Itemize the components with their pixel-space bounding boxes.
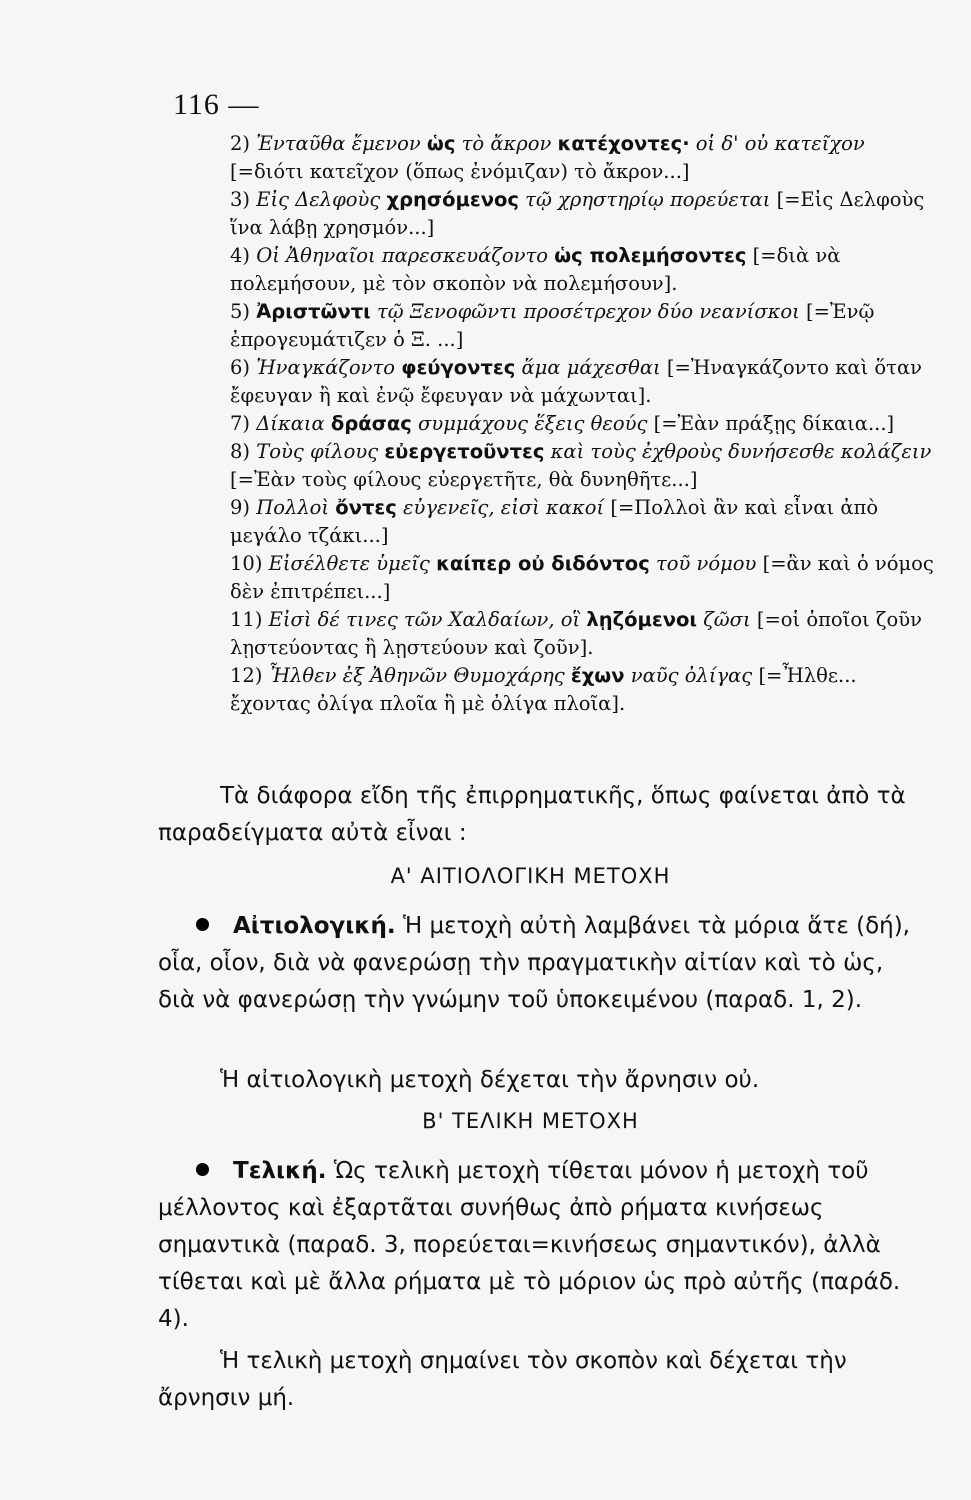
causal-term: Αἰτιολογική. bbox=[233, 913, 396, 939]
greek-sentence: Ἠναγκάζοντο bbox=[256, 356, 402, 379]
examples-list bbox=[230, 130, 940, 718]
example-item bbox=[230, 242, 940, 298]
example-number: 6) bbox=[230, 356, 257, 379]
example-item bbox=[230, 410, 940, 438]
participle: ὄντες bbox=[335, 496, 397, 519]
translation: [=οἱ ὁποῖοι ζοῦν λῃστεύοντας ἢ λῃστεύουν καὶ ζοῦν]. bbox=[230, 608, 922, 659]
causal-note: Ἡ αἰτιολογικὴ μετοχὴ δέχεται τὴν ἄρνησιν οὐ. bbox=[220, 1067, 760, 1093]
greek-sentence: καὶ τοὺς ἐχθροὺς δυνήσεσθε κολάζειν bbox=[544, 440, 932, 463]
section-heading-causal: Α' ΑΙΤΙΟΛΟΓΙΚΗ ΜΕΤΟΧΗ bbox=[390, 864, 671, 888]
participle: ὡς bbox=[426, 132, 456, 155]
greek-sentence: Τοὺς φίλους bbox=[256, 440, 385, 463]
translation: [=ἂν καὶ ὁ νόμος δὲν ἐπιτρέπει...] bbox=[230, 552, 934, 603]
example-number: 4) bbox=[230, 244, 257, 267]
example-number: 3) bbox=[230, 188, 257, 211]
causal-body: Ἡ μετοχὴ αὐτὴ λαμβάνει τὰ μόρια ἅτε (δή), οἷα, οἷον, διὰ νὰ φανερώσῃ τὴν πραγματικὴν αἰτίαν καὶ τὸ ὡς, διὰ νὰ φανερώσῃ τὴν γνώμην τοῦ ὑποκειμένου (παραδ. 1, 2). bbox=[158, 913, 910, 1013]
example-number: 8) bbox=[230, 440, 257, 463]
example-item bbox=[230, 298, 940, 354]
greek-sentence: ἅμα μάχεσθαι bbox=[515, 356, 667, 379]
greek-sentence: Ἦλθεν ἐξ Ἀθηνῶν Θυμοχάρης bbox=[268, 664, 571, 687]
greek-sentence: Ἐνταῦθα ἔμενον bbox=[256, 132, 427, 155]
example-item bbox=[230, 186, 940, 242]
participle: φεύγοντες bbox=[401, 356, 516, 379]
final-note: Ἡ τελικὴ μετοχὴ σημαίνει τὸν σκοπὸν καὶ δέχεται τὴν ἄρνησιν μή. bbox=[158, 1348, 847, 1411]
translation: [=διὰ νὰ πολεμήσουν, μὲ τὸν σκοπὸν νὰ πολεμήσουν]. bbox=[230, 244, 841, 295]
example-number: 11) bbox=[230, 608, 269, 631]
final-paragraph bbox=[158, 1153, 918, 1338]
greek-sentence: οἱ δ' οὐ κατεῖχον bbox=[689, 132, 865, 155]
greek-sentence: ζῶσι bbox=[697, 608, 757, 631]
participle: κατέχοντες· bbox=[557, 132, 690, 155]
translation: [=διότι κατεῖχον (ὅπως ἐνόμιζαν) τὸ ἄκρον...] bbox=[230, 160, 690, 183]
bullet-icon bbox=[196, 918, 209, 931]
example-number: 9) bbox=[230, 496, 257, 519]
example-number: 12) bbox=[230, 664, 269, 687]
final-body: Ὡς τελικὴ μετοχὴ τίθεται μόνον ἡ μετοχὴ τοῦ μέλλοντος καὶ ἐξαρτᾶται συνήθως ἀπὸ ρήματα κινήσεως σημαντικὰ (παραδ. 3, πορεύεται=κινήσεως σημαντικόν), ἀλλὰ τίθεται καὶ μὲ ἄλλα ρήματα μὲ τὸ μόριον ὡς πρὸ αὐτῆς (παράδ. 4). bbox=[158, 1158, 901, 1332]
example-item bbox=[230, 438, 940, 494]
section-heading-final: Β' ΤΕΛΙΚΗ ΜΕΤΟΧΗ bbox=[422, 1109, 639, 1133]
translation: [=Εἰς Δελφοὺς ἵνα λάβῃ χρησμόν...] bbox=[230, 188, 925, 239]
participle: χρησόμενος bbox=[386, 188, 519, 211]
greek-sentence: τὸ ἄκρον bbox=[455, 132, 558, 155]
example-item bbox=[230, 354, 940, 410]
example-number: 5) bbox=[230, 300, 257, 323]
translation: [=Ἐὰν τοὺς φίλους εὐεργετῆτε, θὰ δυνηθῆτε...] bbox=[230, 468, 698, 491]
example-item bbox=[230, 662, 940, 718]
translation: [=Ἐὰν πράξῃς δίκαια...] bbox=[653, 412, 895, 435]
greek-sentence: Πολλοὶ bbox=[256, 496, 336, 519]
greek-sentence: τοῦ νόμου bbox=[649, 552, 763, 575]
participle: ἔχων bbox=[570, 664, 625, 687]
example-number: 2) bbox=[230, 132, 257, 155]
greek-sentence: Οἱ Ἀθηναῖοι παρεσκευάζοντο bbox=[256, 244, 555, 267]
example-item bbox=[230, 494, 940, 550]
participle: εὐεργετοῦντες bbox=[384, 440, 545, 463]
greek-sentence: ναῦς ὀλίγας bbox=[624, 664, 759, 687]
example-item bbox=[230, 130, 940, 186]
translation: [=Ἐνῷ ἐπρογευμάτιζεν ὁ Ξ. ...] bbox=[230, 300, 875, 351]
example-number: 10) bbox=[230, 552, 269, 575]
participle: λῃζόμενοι bbox=[586, 608, 698, 631]
final-term: Τελική. bbox=[233, 1158, 327, 1184]
example-number: 7) bbox=[230, 412, 257, 435]
greek-sentence: Εἰσὶ δέ τινες τῶν Χαλδαίων, οἳ bbox=[268, 608, 587, 631]
intro-paragraph: Τὰ διάφορα εἴδη τῆς ἐπιρρηματικῆς, ὅπως φαίνεται ἀπὸ τὰ παραδείγματα αὐτὰ εἶναι : bbox=[158, 783, 906, 846]
greek-sentence: συμμάχους ἕξεις θεούς bbox=[411, 412, 654, 435]
page-number: 116 — bbox=[173, 88, 260, 121]
translation: [=Ἦλθε... ἔχοντας ὀλίγα πλοῖα ἢ μὲ ὀλίγα πλοῖα]. bbox=[230, 664, 857, 715]
greek-sentence: εὐγενεῖς, εἰσὶ κακοί bbox=[396, 496, 611, 519]
greek-sentence: τῷ Ξενοφῶντι προσέτρεχον δύο νεανίσκοι bbox=[370, 300, 807, 323]
greek-sentence: Εἰς Δελφοὺς bbox=[256, 188, 387, 211]
participle: Ἀριστῶντι bbox=[256, 300, 371, 323]
participle: δράσας bbox=[330, 412, 412, 435]
greek-sentence: τῷ χρηστηρίῳ πορεύεται bbox=[518, 188, 777, 211]
example-item bbox=[230, 550, 940, 606]
bullet-icon bbox=[196, 1163, 209, 1176]
participle: καίπερ οὐ διδόντος bbox=[436, 552, 650, 575]
greek-sentence: Εἰσέλθετε ὑμεῖς bbox=[268, 552, 437, 575]
translation: [=Πολλοὶ ἂν καὶ εἶναι ἀπὸ μεγάλο τζάκι...] bbox=[230, 496, 879, 547]
example-item bbox=[230, 606, 940, 662]
translation: [=Ἠναγκάζοντο καὶ ὅταν ἔφευγαν ἢ καὶ ἐνῷ ἔφευγαν νὰ μάχωνται]. bbox=[230, 356, 922, 407]
participle: ὡς πολεμήσοντες bbox=[554, 244, 747, 267]
greek-sentence: Δίκαια bbox=[256, 412, 331, 435]
causal-paragraph bbox=[158, 908, 918, 1019]
